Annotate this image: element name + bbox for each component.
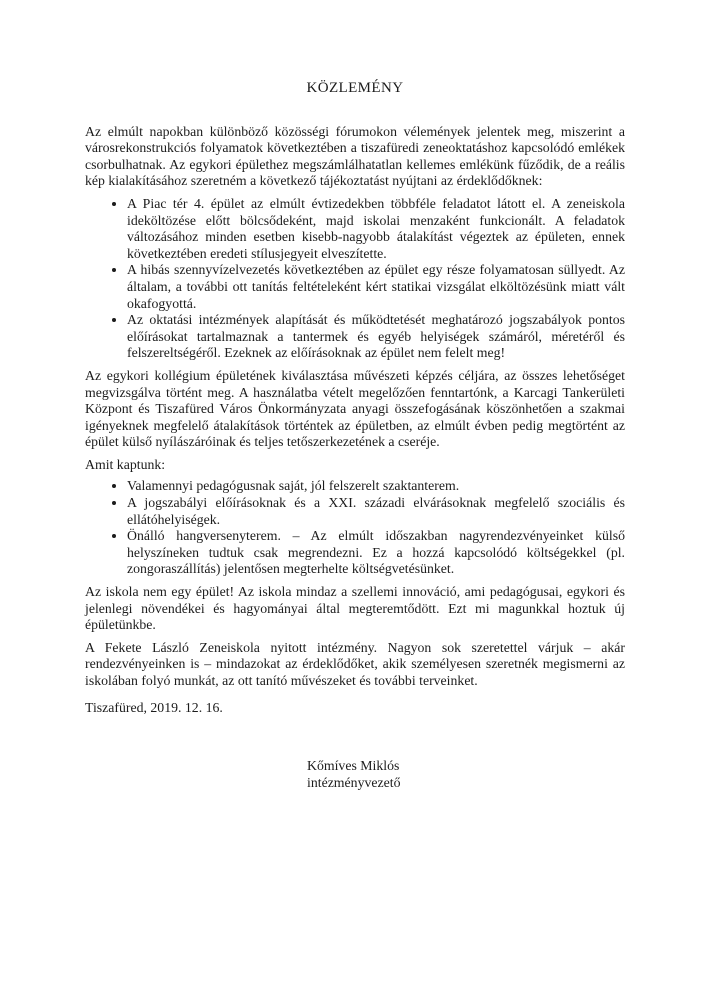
list-item-issue-3: • Az oktatási intézmények alapítását és működtetését meghatározó jogszabályok pontos előírásokat tartalmaznak a tantermek és egyéb helyiségek számáról, méretéről és felszereltségéről. Ezeknek az előírásoknak az épület nem felelt meg! bbox=[127, 312, 625, 362]
list-item-gain-3: • Önálló hangversenyterem. – Az elmúlt időszakban nagyrendezvényeinket külső helyszíneken tudtuk csak megrendezni. Ez a hozzá kapcsolódó költségekkel (pl. zongoraszállítás) jelentősen megterhelte költségvetésünket. bbox=[127, 528, 625, 578]
list-item-issue-2: • A hibás szennyvízelvezetés következtében az épület egy része folyamatosan süllyedt. Az általam, a további ott tanítás feltételeként kért statikai vizsgálat elköltözésünk miatt vált okafogyottá. bbox=[127, 262, 625, 312]
paragraph-building: Az egykori kollégium épületének kiválasztása művészeti képzés céljára, az összes lehetőséget megvizsgálva történt meg. A használatba vételt megelőzően fenntartónk, a Karcagi Tankerületi Központ és Tiszafüred Város Önkormányzata anyagi összefogásának köszönhetően a szakmai igényeknek megfelelő átalakítások történtek az épületben, az elmúlt évben pedig megtörtént az épület külső nyílászáróinak és teljes tetőszerkezetének a cseréje. bbox=[85, 367, 625, 450]
gains-heading: Amit kaptunk: bbox=[85, 456, 166, 472]
bullet-list-gains bbox=[85, 478, 625, 578]
list-item-issue-1: • A Piac tér 4. épület az elmúlt évtizedekben többféle feladatot látott el. A zeneiskola ideköltözése előtt bölcsődeként, majd iskolai menzaként funkcionált. A feladatok változásához minden esetben kisebb-nagyobb átalakítást végeztek az épületen, ennek következtében eredeti stílusjegyeit elveszítette. bbox=[127, 196, 625, 262]
list-item-gain-1: • Valamennyi pedagógusnak saját, jól felszerelt szaktanterem. bbox=[127, 478, 625, 495]
signature-name: Kőmíves Miklós bbox=[307, 758, 400, 774]
signature-block bbox=[307, 758, 625, 791]
list-item-gain-2: • A jogszabályi előírásoknak és a XXI. századi elvárásoknak megfelelő szociális és ellátóhelyiségek. bbox=[127, 495, 625, 528]
paragraph-intro: Az elmúlt napokban különböző közösségi fórumokon vélemények jelentek meg, miszerint a városrekonstrukciós folyamatok következtében a tiszafüredi zeneoktatáshoz kapcsolódó emlékek csorbulhatnak. Az egykori épülethez megszámlálhatatlan kellemes emlékünk fűződik, de a reális kép kialakításához szeretném a következő tájékoztatást nyújtani az érdeklődőknek: bbox=[85, 123, 625, 189]
dateline: Tiszafüred, 2019. 12. 16. bbox=[85, 699, 223, 715]
document-title: KÖZLEMÉNY bbox=[306, 80, 404, 96]
bullet-list-issues bbox=[85, 196, 625, 362]
paragraph-school: Az iskola nem egy épület! Az iskola mindaz a szellemi innováció, ami pedagógusai, egykori és jelenlegi növendékei és hagyományai által megteremtődött. Ezt mi magunkkal hoztuk új épületünkbe. bbox=[85, 584, 625, 633]
signature-role: intézményvezető bbox=[307, 774, 401, 790]
paragraph-invite: A Fekete László Zeneiskola nyitott intézmény. Nagyon sok szeretettel várjuk – akár rendezvényeinken is – mindazokat az érdeklődőket, akik személyesen szeretnék megismerni az iskolában folyó munkát, az ott tanító művészeket és további terveinket. bbox=[85, 639, 625, 688]
